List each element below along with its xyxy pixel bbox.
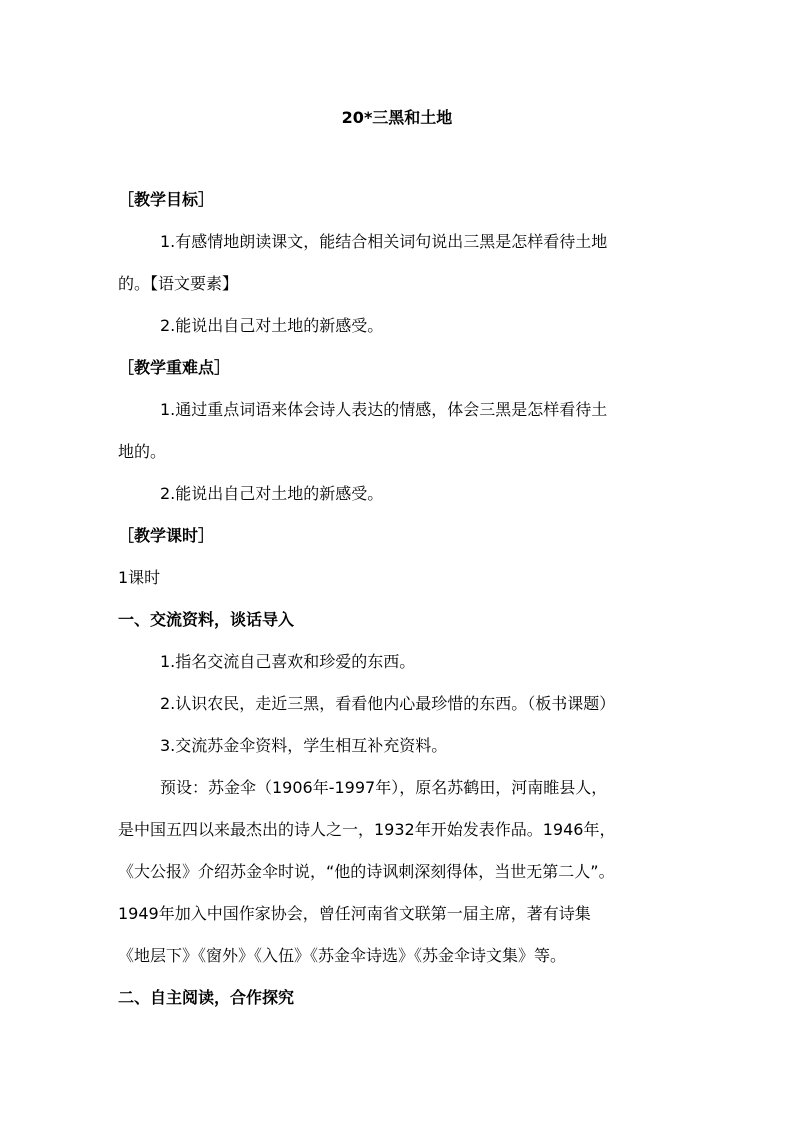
section-heading-part-two: 二、自主阅读，合作探究 [118,988,295,1007]
paragraph-line: 1.通过重点词语来体会诗人表达的情感，体会三黑是怎样看待土 [160,400,608,419]
paragraph-line: 《地层下》《窗外》《入伍》《苏金伞诗选》《苏金伞诗文集》等。 [118,946,567,965]
document-title: 20*三黑和土地 [341,108,453,127]
paragraph-line: 地的。 [118,442,167,461]
paragraph-line: 1949年加入中国作家协会，曾任河南省文联第一届主席，著有诗集 [118,904,591,923]
paragraph-line: 2.能说出自己对土地的新感受。 [160,316,384,335]
paragraph-line: 2.认识农民，走近三黑，看看他内心最珍惜的东西。（板书课题） [160,694,616,713]
section-heading-teaching-goals: ［教学目标］ [118,190,215,209]
paragraph-line: 1.指名交流自己喜欢和珍爱的东西。 [160,652,416,671]
section-heading-class-hours: ［教学课时］ [118,526,215,545]
paragraph-line: 是中国五四以来最杰出的诗人之一，1932年开始发表作品。1946年， [118,820,616,839]
paragraph-line: 的。【语文要素】 [118,274,239,293]
paragraph-line: 预设：苏金伞（1906年-1997年），原名苏鹤田，河南睢县人， [160,778,608,797]
paragraph-line: 1课时 [118,568,161,587]
section-heading-key-points: ［教学重难点］ [118,358,231,377]
paragraph-line: 《大公报》介绍苏金伞时说，“他的诗讽刺深刻得体，当世无第二人”。 [118,862,615,881]
section-heading-part-one: 一、交流资料，谈话导入 [118,610,295,629]
paragraph-line: 1.有感情地朗读课文，能结合相关词句说出三黑是怎样看待土地 [160,232,608,251]
paragraph-line: 2.能说出自己对土地的新感受。 [160,484,384,503]
paragraph-line: 3.交流苏金伞资料，学生相互补充资料。 [160,736,448,755]
